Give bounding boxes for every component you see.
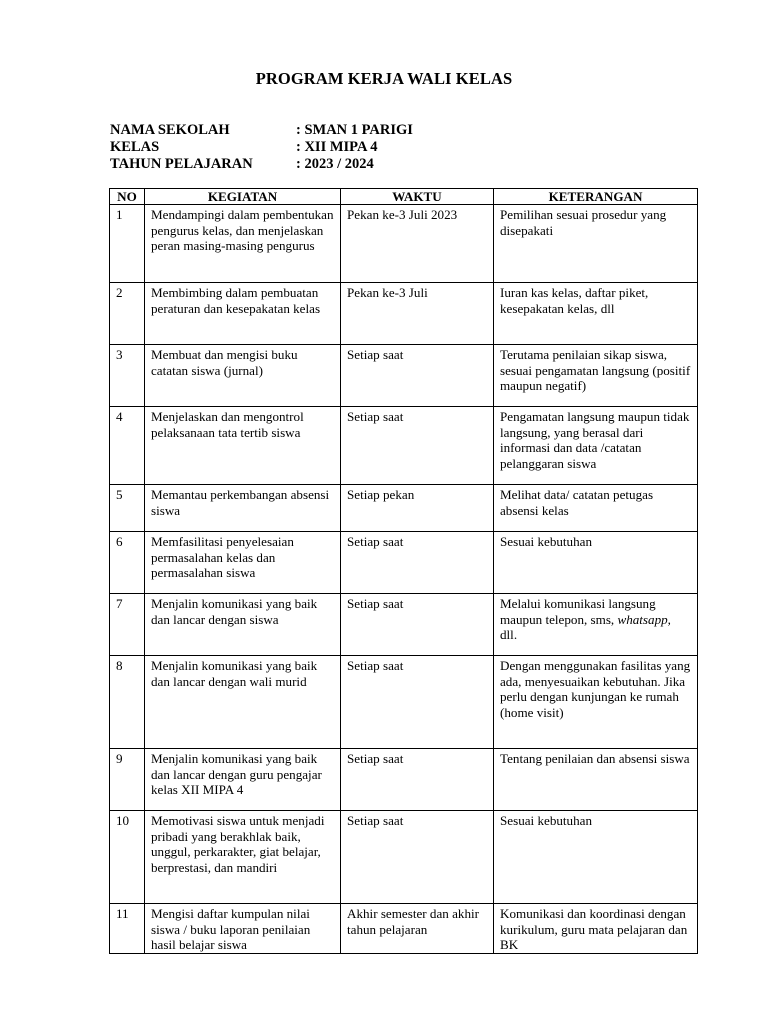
table-row (110, 283, 698, 345)
cell-kegiatan: Memfasilitasi penyelesaian permasalahan kelas dan permasalahan siswa (145, 532, 341, 594)
info-label: KELAS (110, 139, 160, 155)
cell-no: 7 (110, 594, 145, 656)
cell-no: 11 (110, 904, 145, 954)
cell-waktu: Setiap pekan (341, 485, 494, 532)
cell-keterangan: Tentang penilaian dan absensi siswa (494, 749, 698, 811)
cell-keterangan: Pemilihan sesuai prosedur yang disepakati (494, 205, 698, 283)
table-row (110, 407, 698, 485)
cell-no: 4 (110, 407, 145, 485)
info-value: : XII MIPA 4 (296, 139, 378, 155)
cell-no: 8 (110, 656, 145, 749)
cell-kegiatan: Membuat dan mengisi buku catatan siswa (jurnal) (145, 345, 341, 407)
cell-no: 1 (110, 205, 145, 283)
cell-kegiatan: Menjalin komunikasi yang baik dan lancar dengan wali murid (145, 656, 341, 749)
page-title: PROGRAM KERJA WALI KELAS (255, 69, 513, 88)
keterangan-text: dll. (500, 627, 518, 643)
table-row (110, 485, 698, 532)
cell-waktu: Setiap saat (341, 811, 494, 904)
cell-waktu: Setiap saat (341, 656, 494, 749)
table-row (110, 749, 698, 811)
cell-keterangan: Sesuai kebutuhan (494, 811, 698, 904)
info-label: NAMA SEKOLAH (110, 122, 230, 138)
cell-waktu: Setiap saat (341, 594, 494, 656)
cell-keterangan: Dengan menggunakan fasilitas yang ada, menyesuaikan kebutuhan. Jika perlu dengan kunjungan ke rumah (home visit) (494, 656, 698, 749)
cell-keterangan (494, 594, 698, 656)
table-row (110, 205, 698, 283)
work-program-table (109, 188, 698, 954)
header-no: NO (110, 189, 145, 205)
table-row (110, 345, 698, 407)
cell-no: 5 (110, 485, 145, 532)
cell-kegiatan: Menjelaskan dan mengontrol pelaksanaan tata tertib siswa (145, 407, 341, 485)
cell-no: 6 (110, 532, 145, 594)
table-header-row (110, 189, 698, 205)
cell-no: 10 (110, 811, 145, 904)
info-value: : 2023 / 2024 (296, 156, 374, 172)
cell-kegiatan: Membimbing dalam pembuatan peraturan dan kesepakatan kelas (145, 283, 341, 345)
cell-waktu: Akhir semester dan akhir tahun pelajaran (341, 904, 494, 954)
cell-kegiatan: Menjalin komunikasi yang baik dan lancar dengan guru pengajar kelas XII MIPA 4 (145, 749, 341, 811)
table-row (110, 904, 698, 954)
info-row-school (110, 122, 413, 139)
cell-keterangan: Komunikasi dan koordinasi dengan kurikulum, guru mata pelajaran dan BK (494, 904, 698, 954)
cell-waktu: Setiap saat (341, 407, 494, 485)
cell-waktu: Setiap saat (341, 532, 494, 594)
cell-no: 9 (110, 749, 145, 811)
info-value: : SMAN 1 PARIGI (296, 122, 413, 138)
table-row (110, 594, 698, 656)
header-waktu: WAKTU (341, 189, 494, 205)
cell-keterangan: Pengamatan langsung maupun tidak langsung, yang berasal dari informasi dan data /catatan pelanggaran siswa (494, 407, 698, 485)
cell-keterangan: Terutama penilaian sikap siswa, sesuai pengamatan langsung (positif maupun negatif) (494, 345, 698, 407)
cell-keterangan: Sesuai kebutuhan (494, 532, 698, 594)
table-row (110, 811, 698, 904)
cell-waktu: Pekan ke-3 Juli (341, 283, 494, 345)
cell-waktu: Setiap saat (341, 749, 494, 811)
cell-keterangan: Melihat data/ catatan petugas absensi kelas (494, 485, 698, 532)
cell-kegiatan: Memantau perkembangan absensi siswa (145, 485, 341, 532)
school-info (110, 122, 413, 173)
cell-kegiatan: Memotivasi siswa untuk menjadi pribadi yang berakhlak baik, unggul, perkarakter, giat belajar, berprestasi, dan mandiri (145, 811, 341, 904)
info-label: TAHUN PELAJARAN (110, 156, 253, 172)
cell-keterangan: Iuran kas kelas, daftar piket, kesepakatan kelas, dll (494, 283, 698, 345)
table-row (110, 532, 698, 594)
keterangan-text: Melalui komunikasi langsung maupun telepon, sms, (500, 596, 656, 627)
cell-kegiatan: Menjalin komunikasi yang baik dan lancar dengan siswa (145, 594, 341, 656)
table-row (110, 656, 698, 749)
cell-kegiatan: Mendampingi dalam pembentukan pengurus kelas, dan menjelaskan peran masing-masing pengurus (145, 205, 341, 283)
info-row-class (110, 139, 413, 156)
cell-waktu: Setiap saat (341, 345, 494, 407)
cell-waktu: Pekan ke-3 Juli 2023 (341, 205, 494, 283)
header-keterangan: KETERANGAN (494, 189, 698, 205)
cell-kegiatan: Mengisi daftar kumpulan nilai siswa / buku laporan penilaian hasil belajar siswa (145, 904, 341, 954)
header-kegiatan: KEGIATAN (145, 189, 341, 205)
cell-no: 2 (110, 283, 145, 345)
info-row-year (110, 156, 413, 173)
cell-no: 3 (110, 345, 145, 407)
keterangan-italic: whatsapp, (617, 611, 671, 627)
